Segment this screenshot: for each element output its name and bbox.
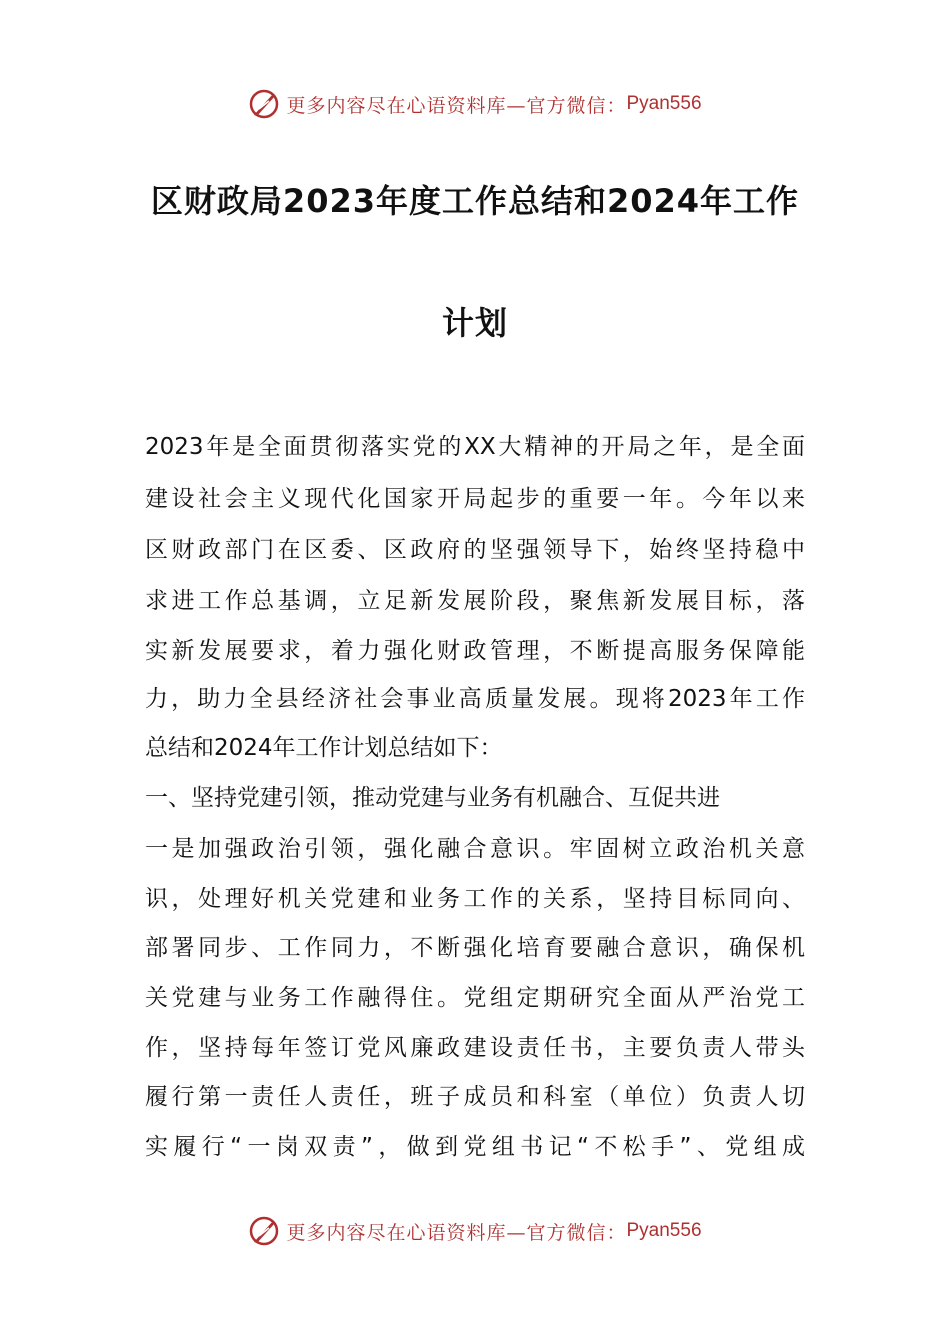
body-text-line: 总结和2024年工作计划总结如下：	[145, 735, 503, 761]
body-text-line: 2023年是全面贯彻落实党的XX大精神的开局之年，是全面	[145, 434, 805, 460]
watermark-text: 更多内容尽在心语资料库—官方微信：	[286, 94, 627, 117]
quill-logo-icon	[248, 1215, 280, 1247]
body-text-line: 建设社会主义现代化国家开局起步的重要一年。今年以来	[145, 486, 805, 512]
quill-logo-icon	[248, 88, 280, 120]
body-text-line: 履行第一责任人责任，班子成员和科室（单位）负责人切	[145, 1084, 805, 1110]
body-text-line: 作，坚持每年签订党风廉政建设责任书，主要负责人带头	[145, 1035, 805, 1061]
section-heading: 一、坚持党建引领，推动党建与业务有机融合、互促共进	[145, 785, 720, 811]
document-title-line-2: 计划	[441, 304, 508, 342]
body-text-line: 区财政部门在区委、区政府的坚强领导下，始终坚持稳中	[145, 537, 805, 563]
body-text-line: 求进工作总基调，立足新发展阶段，聚焦新发展目标，落	[145, 588, 805, 614]
watermark-wechat-id: Pyan556	[626, 1220, 702, 1241]
watermark-wechat-id: Pyan556	[626, 93, 702, 114]
body-text-line: 识，处理好机关党建和业务工作的关系，坚持目标同向、	[145, 886, 805, 912]
document-title-line-1: 区财政局2023年度工作总结和2024年工作	[150, 182, 800, 220]
body-text-line: 力，助力全县经济社会事业高质量发展。现将2023年工作	[145, 686, 805, 712]
watermark-text: 更多内容尽在心语资料库—官方微信：	[286, 1221, 627, 1244]
body-text-line: 实履行“一岗双责”，做到党组书记“不松手”、党组成	[145, 1134, 805, 1160]
body-text-line: 一是加强政治引领，强化融合意识。牢固树立政治机关意	[145, 836, 805, 862]
body-text-line: 关党建与业务工作融得住。党组定期研究全面从严治党工	[145, 985, 805, 1011]
body-text-line: 部署同步、工作同力，不断强化培育要融合意识，确保机	[145, 935, 805, 961]
footer-watermark	[0, 1211, 950, 1251]
header-watermark	[0, 84, 950, 124]
body-text-line: 实新发展要求，着力强化财政管理，不断提高服务保障能	[145, 638, 805, 664]
